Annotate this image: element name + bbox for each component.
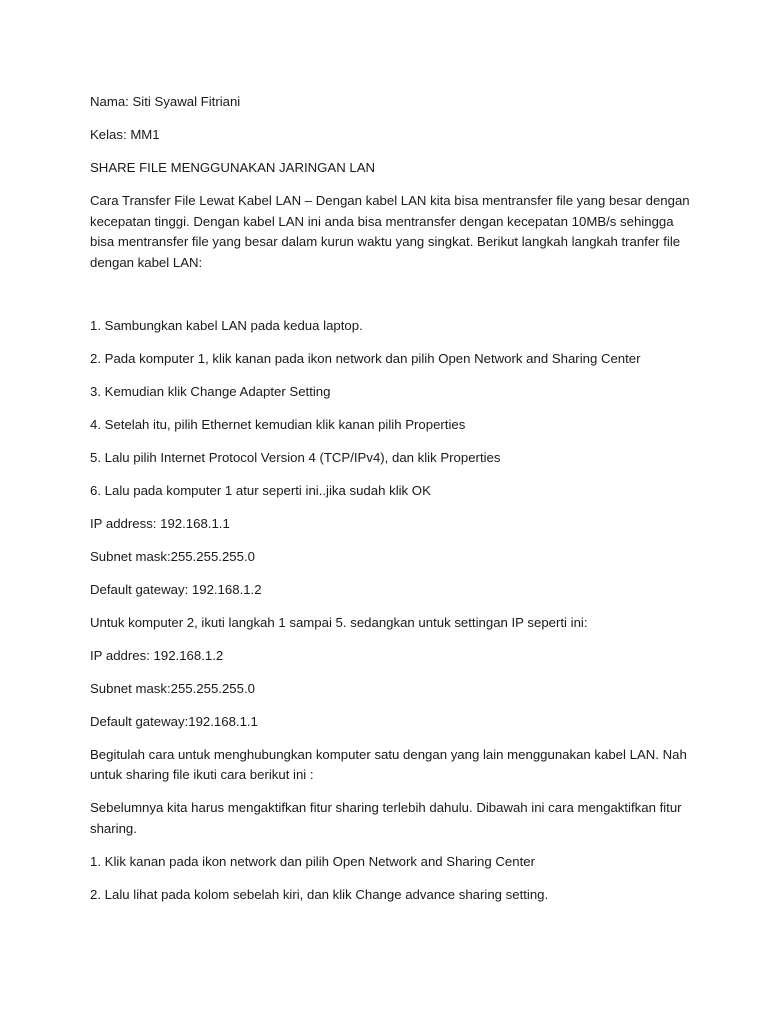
step-1: 1. Sambungkan kabel LAN pada kedua laptop. — [90, 317, 363, 333]
step-3: 3. Kemudian klik Change Adapter Setting — [90, 383, 331, 399]
step-5: 5. Lalu pilih Internet Protocol Version 4 (TCP/IPv4), dan klik Properties — [90, 449, 501, 465]
pc1-ip-address: IP address: 192.168.1.1 — [90, 515, 230, 531]
step-6: 6. Lalu pada komputer 1 atur seperti ini..jika sudah klik OK — [90, 482, 431, 498]
pc2-default-gateway: Default gateway:192.168.1.1 — [90, 713, 258, 729]
pc2-intro: Untuk komputer 2, ikuti langkah 1 sampai 5. sedangkan untuk settingan IP seperti ini: — [90, 614, 588, 630]
blank-line — [90, 286, 690, 316]
closing-paragraph-1: Begitulah cara untuk menghubungkan komputer satu dengan yang lain menggunakan kabel LAN. Nah untuk sharing file ikuti cara berikut ini : — [90, 746, 687, 782]
pc1-default-gateway: Default gateway: 192.168.1.2 — [90, 581, 262, 597]
pc2-subnet-mask: Subnet mask:255.255.255.0 — [90, 680, 255, 696]
student-name: Nama: Siti Syawal Fitriani — [90, 94, 241, 109]
student-class: Kelas: MM1 — [90, 127, 160, 142]
pc2-ip-address: IP addres: 192.168.1.2 — [90, 647, 224, 663]
pc1-subnet-mask: Subnet mask:255.255.255.0 — [90, 548, 255, 564]
intro-paragraph: Cara Transfer File Lewat Kabel LAN – Dengan kabel LAN kita bisa mentransfer file yang besar dengan kecepatan tinggi. Dengan kabel LAN ini anda bisa mentransfer dengan kecepatan 10MB/s sehingga bisa mentransfer file yang besar dalam kurun waktu yang singkat. Berikut langkah langkah tranfer file dengan kabel LAN: — [90, 193, 690, 270]
document-body — [90, 92, 690, 918]
step-2: 2. Pada komputer 1, klik kanan pada ikon network dan pilih Open Network and Sharing Center — [90, 350, 641, 366]
sharing-step-2: 2. Lalu lihat pada kolom sebelah kiri, dan klik Change advance sharing setting. — [90, 886, 549, 902]
document-title: SHARE FILE MENGGUNAKAN JARINGAN LAN — [90, 160, 376, 175]
sharing-step-1: 1. Klik kanan pada ikon network dan pilih Open Network and Sharing Center — [90, 853, 535, 869]
closing-paragraph-2: Sebelumnya kita harus mengaktifkan fitur sharing terlebih dahulu. Dibawah ini cara mengaktifkan fitur sharing. — [90, 800, 682, 836]
step-4: 4. Setelah itu, pilih Ethernet kemudian klik kanan pilih Properties — [90, 416, 466, 432]
